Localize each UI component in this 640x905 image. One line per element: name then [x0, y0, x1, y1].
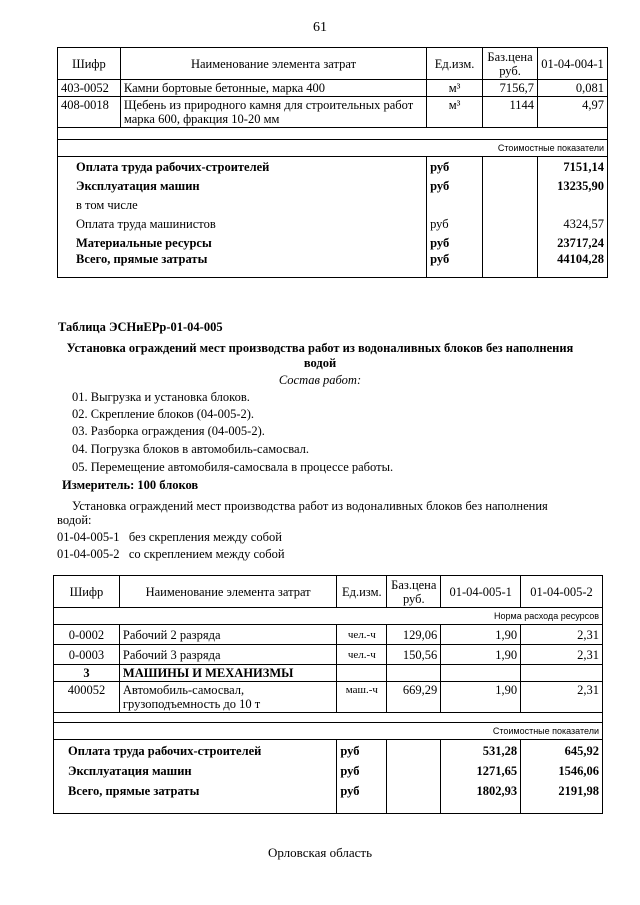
footer-region: Орловская область	[267, 845, 373, 860]
header-code: Шифр	[58, 48, 121, 80]
table-title: Таблица ЭСНиЕРр-01-04-005	[58, 320, 223, 334]
meter: Измеритель: 100 блоков	[62, 478, 199, 492]
header-name: Наименование элемента затрат	[119, 576, 336, 608]
row-value-1: 0,081	[538, 80, 608, 97]
row-price: 1144	[483, 97, 538, 128]
total-unit: руб	[427, 157, 483, 176]
total-name: Оплата труда машинистов	[58, 213, 427, 232]
norm-label: Норма расхода ресурсов	[54, 608, 603, 625]
row-unit: м³	[427, 80, 483, 97]
row-code: 400052	[54, 682, 120, 713]
row-value-2: 2,31	[521, 645, 603, 665]
row-name: Щебень из природного камня для строительных работ марка 600, фракция 10-20 мм	[120, 97, 426, 128]
row-value-2: 2,31	[521, 625, 603, 645]
row-name: Рабочий 2 разряда	[119, 625, 336, 645]
total-row	[54, 759, 603, 779]
resource-table-2	[53, 575, 603, 814]
composition-title: Состав работ:	[278, 373, 362, 387]
row-name: Рабочий 3 разряда	[119, 645, 336, 665]
group-code: 3	[54, 665, 120, 682]
header-price: Баз.цена руб.	[387, 576, 441, 608]
table-row	[58, 97, 608, 128]
row-price: 669,29	[387, 682, 441, 713]
table-row	[54, 645, 603, 665]
variant-text: без скрепления между собой	[128, 530, 282, 544]
row-value-2: 2,31	[521, 682, 603, 713]
total-value-2: 645,92	[521, 740, 603, 760]
header-price: Баз.цена руб.	[483, 48, 538, 80]
total-name: Всего, прямые затраты	[54, 779, 337, 813]
row-price: 7156,7	[483, 80, 538, 97]
total-unit: руб	[337, 759, 387, 779]
work-step: 03. Разборка ограждения (04-005-2).	[72, 424, 265, 438]
row-unit: м³	[427, 97, 483, 128]
row-code: 0-0003	[54, 645, 120, 665]
total-name: Оплата труда рабочих-строителей	[58, 157, 427, 176]
variant-code: 01-04-005-2	[57, 547, 120, 561]
total-row	[58, 157, 608, 176]
header-unit: Ед.изм.	[337, 576, 387, 608]
row-name: Камни бортовые бетонные, марка 400	[120, 80, 426, 97]
total-unit: руб	[337, 779, 387, 813]
row-value-1: 1,90	[441, 625, 521, 645]
total-row	[58, 175, 608, 194]
total-row	[54, 740, 603, 760]
total-row	[54, 779, 603, 813]
total-value-2: 1546,06	[521, 759, 603, 779]
total-value-1: 13235,90	[538, 175, 608, 194]
work-step: 02. Скрепление блоков (04-005-2).	[72, 407, 255, 421]
work-step: 05. Перемещение автомобиля-самосвала в процессе работы.	[72, 460, 394, 474]
header-col-1: 01-04-004-1	[538, 48, 608, 80]
row-value-1: 1,90	[441, 645, 521, 665]
total-value-1: 4324,57	[538, 213, 608, 232]
header-unit: Ед.изм.	[427, 48, 483, 80]
variant-item	[57, 547, 285, 562]
total-row	[58, 194, 608, 213]
total-value-1: 23717,24	[538, 232, 608, 251]
total-value-1: 7151,14	[538, 157, 608, 176]
work-step: 01. Выгрузка и установка блоков.	[72, 390, 250, 404]
total-name: Оплата труда рабочих-строителей	[54, 740, 337, 760]
section-heading-cont: водой	[303, 356, 337, 370]
row-unit: маш.-ч	[337, 682, 387, 713]
total-value-1: 44104,28	[538, 251, 608, 277]
cost-table-1	[57, 47, 608, 278]
total-unit: руб	[427, 213, 483, 232]
row-code: 408-0018	[58, 97, 121, 128]
section-label: Стоимостные показатели	[54, 723, 603, 740]
total-value-1: 1802,93	[441, 779, 521, 813]
table-row	[58, 80, 608, 97]
page-number: 61	[313, 20, 327, 35]
total-row	[58, 213, 608, 232]
total-name: Эксплуатация машин	[58, 175, 427, 194]
table-row	[54, 625, 603, 645]
total-name: Материальные ресурсы	[58, 232, 427, 251]
variant-code: 01-04-005-1	[57, 530, 120, 544]
row-value-1: 1,90	[441, 682, 521, 713]
row-name: Автомобиль-самосвал, грузоподъемность до 10 т	[119, 682, 336, 713]
description: Установка ограждений мест производства работ из водоналивных блоков без наполнения	[72, 499, 548, 513]
row-price: 129,06	[387, 625, 441, 645]
section-label: Стоимостные показатели	[58, 140, 608, 157]
description-cont: водой:	[57, 513, 92, 527]
total-name: Эксплуатация машин	[54, 759, 337, 779]
total-unit: руб	[427, 175, 483, 194]
row-price: 150,56	[387, 645, 441, 665]
row-code: 0-0002	[54, 625, 120, 645]
group-row	[54, 665, 603, 682]
total-value-2: 2191,98	[521, 779, 603, 813]
total-unit: руб	[427, 232, 483, 251]
total-unit: руб	[427, 251, 483, 277]
variant-text: со скреплением между собой	[128, 547, 285, 561]
total-name: Всего, прямые затраты	[58, 251, 427, 277]
header-col-1: 01-04-005-1	[441, 576, 521, 608]
table-row	[54, 682, 603, 713]
group-name: МАШИНЫ И МЕХАНИЗМЫ	[119, 665, 336, 682]
header-col-2: 01-04-005-2	[521, 576, 603, 608]
total-row	[58, 232, 608, 251]
header-name: Наименование элемента затрат	[120, 48, 426, 80]
total-value-1: 531,28	[441, 740, 521, 760]
work-step: 04. Погрузка блоков в автомобиль-самосвал.	[72, 442, 310, 456]
row-unit: чел.-ч	[337, 645, 387, 665]
total-name: в том числе	[58, 194, 427, 213]
row-value-1: 4,97	[538, 97, 608, 128]
header-code: Шифр	[54, 576, 120, 608]
total-unit: руб	[337, 740, 387, 760]
variant-item	[57, 530, 282, 545]
section-heading: Установка ограждений мест производства работ из водоналивных блоков без наполнения	[66, 341, 574, 355]
row-code: 403-0052	[58, 80, 121, 97]
total-value-1: 1271,65	[441, 759, 521, 779]
row-unit: чел.-ч	[337, 625, 387, 645]
total-row	[58, 251, 608, 277]
